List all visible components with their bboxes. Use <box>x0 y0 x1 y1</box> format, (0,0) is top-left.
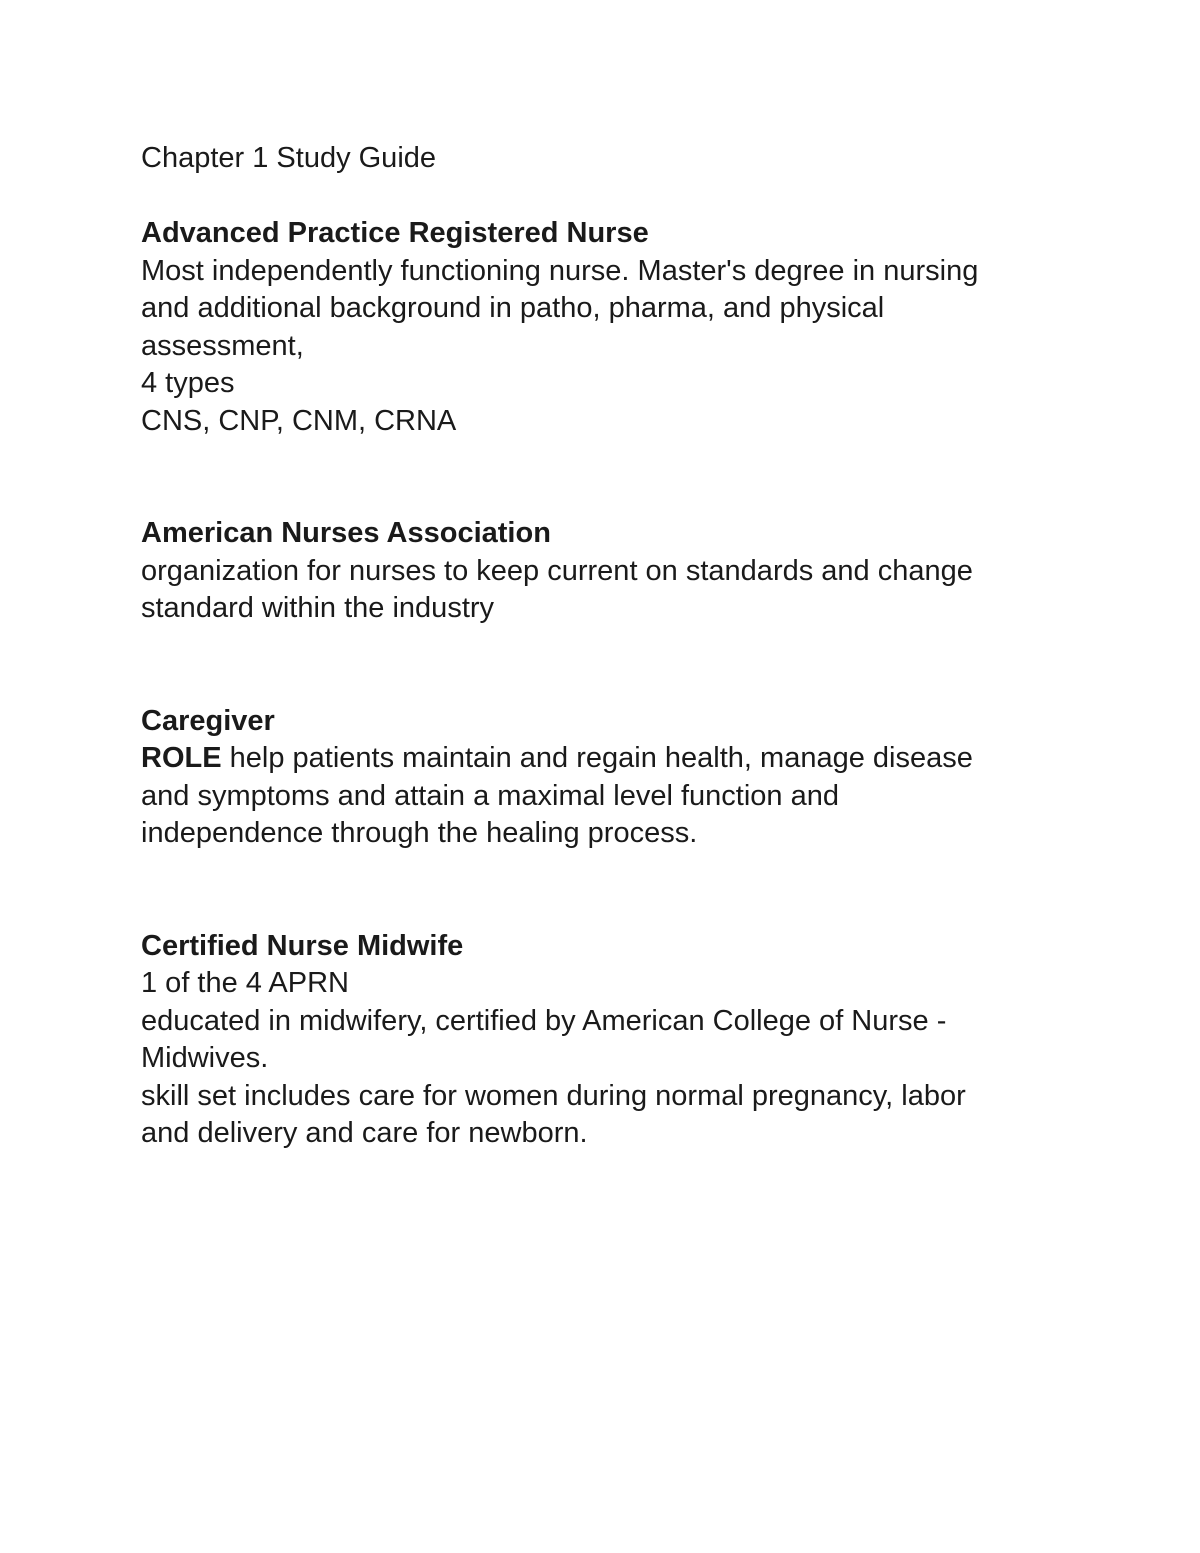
entry-line: standard within the industry <box>141 592 495 624</box>
entry-line: educated in midwifery, certified by American College of Nurse - <box>141 1004 947 1037</box>
role-label: ROLE <box>141 742 222 774</box>
entry-line: assessment, <box>141 329 304 362</box>
entry-line-role <box>141 740 1081 778</box>
page-title: Chapter 1 Study Guide <box>141 142 437 174</box>
entry-line: and additional background in patho, pharma, and physical <box>141 292 885 324</box>
entry-line: 1 of the 4 APRN <box>141 967 349 999</box>
entry-term: Certified Nurse Midwife <box>141 929 464 962</box>
entry-line: and symptoms and attain a maximal level function and <box>141 779 839 812</box>
entry-caregiver <box>141 703 1081 853</box>
entry-line: organization for nurses to keep current on standards and change <box>141 554 973 587</box>
entry-line: independence through the healing process. <box>141 817 698 849</box>
entry-line: skill set includes care for women during normal pregnancy, labor <box>141 1079 966 1112</box>
entry-cnm <box>141 928 1081 1153</box>
entry-term: Advanced Practice Registered Nurse <box>141 217 649 249</box>
entry-term: Caregiver <box>141 704 275 737</box>
entry-line: Most independently functioning nurse. Master's degree in nursing <box>141 254 979 287</box>
entry-line: 4 types <box>141 367 235 399</box>
document-content <box>141 140 1081 1153</box>
entry-line: CNS, CNP, CNM, CRNA <box>141 404 457 437</box>
entry-line: Midwives. <box>141 1042 269 1074</box>
entry-term: American Nurses Association <box>141 517 551 549</box>
entry-ana <box>141 515 1081 628</box>
role-description: help patients maintain and regain health, manage disease <box>221 742 973 774</box>
entry-aprn <box>141 215 1081 440</box>
entry-line: and delivery and care for newborn. <box>141 1117 588 1149</box>
